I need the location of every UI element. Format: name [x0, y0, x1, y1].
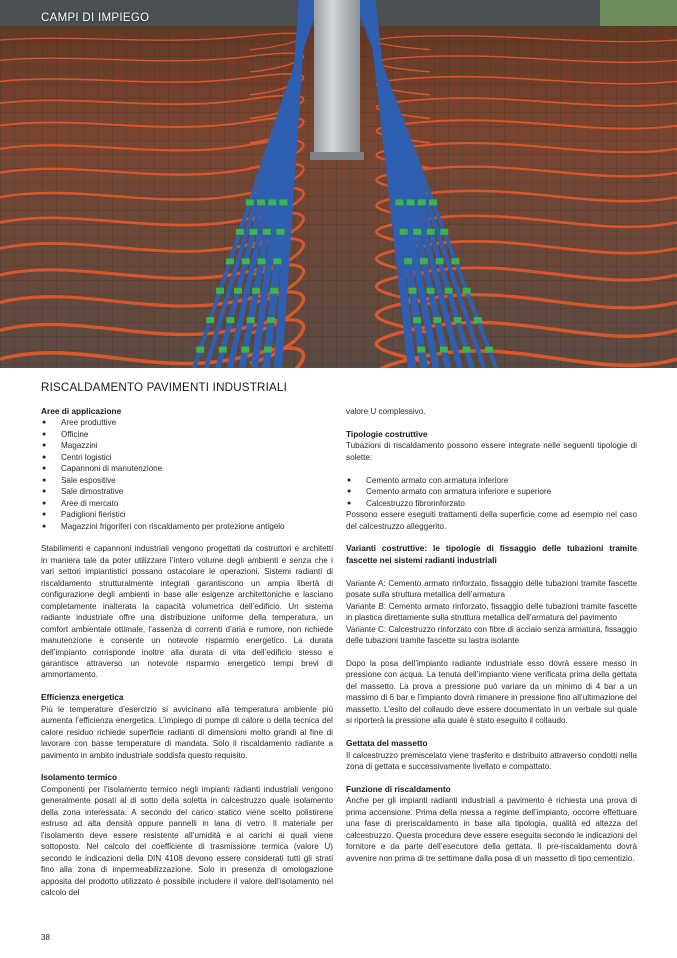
green-clip	[407, 199, 415, 205]
tipologie-paragraph: Tubazioni di riscaldamento possono essere integrate nelle seguenti tipologie di solette:	[346, 441, 637, 462]
list-item: ● Capannoni di manutenzione	[41, 463, 333, 474]
green-clip	[252, 288, 260, 294]
tipologie-list	[346, 475, 637, 509]
posa-paragraph: Dopo la posa dell’impianto radiante industriale esso dovrà essere messo in pressione con acqua. La tenuta dell’impianto viene verificata prima della gettata del massetto. La prova a pressione può variare da un minimo di 4 bar a un massimo di 6 bar e l’impianto dovrà rimanere in pressione fino all’ultimazione del massetto. L’esito del collaudo deve essere documentato in un verbale sul quale si riporterà la pressione alla quale è stato eseguito il collaudo.	[346, 658, 637, 726]
gettata-paragraph: Il calcestruzzo premiscelato viene trasferito e distribuito attraverso condotti nella zona di gettata e successivamente livellato e compattato.	[346, 750, 637, 771]
green-clip	[263, 229, 271, 235]
funzione-heading: Funzione di riscaldamento	[346, 783, 451, 794]
green-clip	[463, 288, 471, 294]
column-base	[310, 152, 364, 160]
left-column	[41, 406, 333, 898]
green-clip	[433, 317, 441, 323]
efficienza-heading: Efficienza energetica	[41, 692, 124, 703]
green-clip	[400, 229, 408, 235]
page-title: RISCALDAMENTO PAVIMENTI INDUSTRIALI	[41, 381, 287, 394]
gettata-heading: Gettata del massetto	[346, 738, 428, 749]
green-clip	[474, 317, 482, 323]
green-clip	[408, 288, 416, 294]
list-item: ● Calcestruzzo fibrorinforzato	[346, 498, 637, 509]
green-clip	[242, 258, 250, 264]
green-clip	[429, 199, 437, 205]
floor-heating-illustration	[0, 0, 677, 368]
variante-c: Variante C: Calcestruzzo rinforzato con fibre di acciaio senza armatura, fissaggio delle tubazioni tramite fascette su lastra isolante	[346, 624, 637, 645]
green-clip	[216, 288, 224, 294]
list-item: ● Aree produttive	[41, 417, 333, 428]
green-clip	[451, 258, 459, 264]
list-item: ● Sale espositive	[41, 475, 333, 486]
isolamento-paragraph: Componenti per l’isolamento termico negli impianti radianti industriali vengono generalmente posati al di sotto della soletta in calcestruzzo quale isolamento della zona interessata. A secondo del carico statico viene scelto polistirene estruso ad alta densità oppure pannelli in lana di vetro. Il materiale per l’isolamento deve essere resistente all’umidità e ai carichi ai quali viene sottoposto. Nel calcolo del coefficiente di trasmissione termica (valore U) secondo le indicazioni della DIN 4108 devono essere considerati tutti gli strati fino alla zona di impermeabilizzazione. Solo in presenza di omologazione apposita del prodotto utilizzato è possibile includere il valore dell’isolamento nel calcolo del	[41, 784, 333, 897]
green-clip	[395, 199, 403, 205]
aree-heading: Aree di applicazione	[41, 406, 122, 416]
green-clip	[264, 347, 272, 353]
right-column	[346, 406, 637, 864]
green-clip	[196, 347, 204, 353]
green-clip	[219, 347, 227, 353]
green-clip	[440, 229, 448, 235]
hero-photo	[0, 0, 677, 368]
green-clip	[436, 258, 444, 264]
intro-paragraph: Stabilimenti e capannoni industriali vengono progettati da costruttori e architetti in maniera tale da poter utilizzare l’intero volume degli ambienti e senza che i vari settori impiantistici possano ostacolare le operazioni. Sistemi radianti di riscaldamento strutturalmente integrati garantiscono un ampia libertà di configurazione degli ambienti in base alle esigenze architettoniche e lasciano completamente inalterata la capacità volumetrica dell’edificio. Un sistema radiante industriale offre una distribuzione uniforme della temperatura, un comfort ambientale ottimale, l’assenza di correnti d’aria e rumore, non richiede manutenzione e consente un notevole risparmio energetico. La durata dell’impianto corrisponde inoltre alla durata di vita dell’edificio stesso e garantisce attraverso un notevole risparmio energetico tempi brevi di ammortamento.	[41, 544, 333, 680]
green-clip	[453, 317, 461, 323]
green-clip	[440, 347, 448, 353]
green-clip	[241, 347, 249, 353]
green-clip	[462, 347, 470, 353]
varianti-heading: Varianti costruttive: le tipologie di fissaggio delle tubazioni tramite fascette nei sistemi radianti industriali	[346, 543, 637, 565]
list-item: ● Sale dimostrative	[41, 486, 333, 497]
tipologie-heading: Tipologie costruttive	[346, 428, 428, 439]
list-item: ● Aree di mercato	[41, 498, 333, 509]
green-clip	[206, 317, 214, 323]
green-clip	[246, 199, 254, 205]
list-item: ● Cemento armato con armatura inferiore e superiore	[346, 486, 637, 497]
section-label: CAMPI DI IMPIEGO	[41, 12, 150, 24]
green-clip	[485, 347, 493, 353]
list-item: ● Centri logistici	[41, 452, 333, 463]
green-clip	[257, 258, 265, 264]
green-clip	[249, 229, 257, 235]
green-clip	[270, 288, 278, 294]
green-clip	[257, 199, 265, 205]
list-item: ● Cemento armato con armatura inferiore	[346, 475, 637, 486]
steel-column	[314, 0, 360, 158]
aree-list	[41, 417, 333, 532]
green-clip	[234, 288, 242, 294]
green-clip	[445, 288, 453, 294]
tipologie-note: Possono essere eseguiti trattamenti della superficie come ad esempio nel caso del calcestruzzo alleggerito.	[346, 510, 637, 531]
page-number: 38	[41, 933, 50, 942]
outside-greenery	[600, 0, 677, 26]
isolamento-continuation: valore U complessivo.	[346, 407, 426, 416]
isolamento-heading: Isolamento termico	[41, 772, 118, 783]
green-clip	[404, 258, 412, 264]
green-clip	[413, 229, 421, 235]
green-clip	[427, 229, 435, 235]
green-clip	[273, 258, 281, 264]
green-clip	[420, 258, 428, 264]
green-clip	[267, 317, 275, 323]
green-clip	[236, 229, 244, 235]
green-clip	[418, 199, 426, 205]
variante-a: Variante A: Cemento armato rinforzato, fissaggio delle tubazioni tramite fascette posate sulla struttura metallica dell’armatura	[346, 578, 637, 600]
green-clip	[226, 317, 234, 323]
green-clip	[279, 199, 287, 205]
list-item: ● Padiglioni fieristici	[41, 509, 333, 520]
list-item: ● Magazzini frigoriferi con riscaldamento per protezione antigelo	[41, 521, 333, 532]
variante-b: Variante B: Cemento armato rinforzato, fissaggio delle tubazioni tramite fascette in plastica direttamente sulla struttura metallica dell’armatura del pavimento	[346, 601, 637, 623]
green-clip	[417, 347, 425, 353]
efficienza-paragraph: Più le temperature d’esercizio si avvicinano alla temperatura ambiente più aumenta l’efficienza energetica. L’impiego di pompe di calore o della tecnica del calore residuo richiede superficie radianti di dimensioni molto grandi al fine di lavorare con basse temperature di mandata. Solo il riscaldamento radiante a pavimento in ambito industriale soddisfa questo requisito.	[41, 704, 333, 760]
list-item: ● Officine	[41, 429, 333, 440]
green-clip	[413, 317, 421, 323]
green-clip	[226, 258, 234, 264]
green-clip	[247, 317, 255, 323]
green-clip	[268, 199, 276, 205]
green-clip	[427, 288, 435, 294]
list-item: ● Magazzini	[41, 440, 333, 451]
funzione-paragraph: Anche per gli impianti radianti industriali a pavimento è richiesta una prova di prima accensione. Prima della messa a regime dell’impianto, occorre effettuare una fase di preriscaldamento in base alla tipologia, qualità ed altezza del calcestruzzo. Questa procedura deve essere eseguita secondo le indicazioni del fornitore e da parte dell’esecutore della gettata. Il pre-riscaldamento dovrà avvenire non prima di tre settimane dalla posa di un massetto di tipo cementizio.	[346, 796, 637, 863]
green-clip	[276, 229, 284, 235]
